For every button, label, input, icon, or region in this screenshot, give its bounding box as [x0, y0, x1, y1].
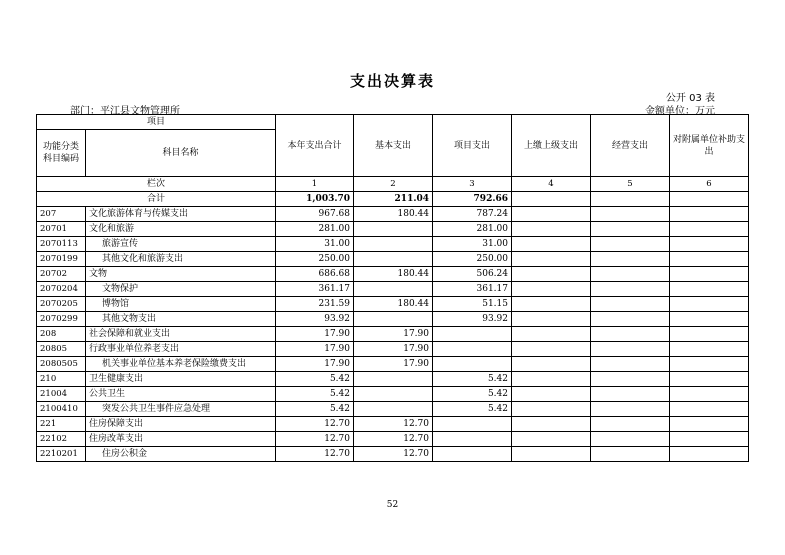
subject-name: 其他文化和旅游支出: [86, 252, 276, 267]
amount-total: 93.92: [276, 312, 354, 327]
amount-project: 506.24: [433, 267, 512, 282]
amount-subsidy: [670, 357, 749, 372]
subject-code: 221: [37, 417, 86, 432]
amount-upper: [512, 237, 591, 252]
amount-basic: [354, 222, 433, 237]
column-index-2: 2: [354, 177, 433, 192]
amount-total: 12.70: [276, 417, 354, 432]
amount-business: [591, 267, 670, 282]
amount-project: [433, 417, 512, 432]
total-label: 合计: [37, 192, 276, 207]
amount-business: [591, 387, 670, 402]
amount-business: [591, 357, 670, 372]
amount-business: [591, 372, 670, 387]
amount-total: 17.90: [276, 357, 354, 372]
subject-name: 博物馆: [86, 297, 276, 312]
amount-subsidy: [670, 252, 749, 267]
subject-code: 20805: [37, 342, 86, 357]
subject-name: 住房保障支出: [86, 417, 276, 432]
table-row: [37, 282, 749, 297]
column-index-label: 栏次: [37, 177, 276, 192]
table-row: [37, 342, 749, 357]
amount-upper: [512, 432, 591, 447]
amount-total: 686.68: [276, 267, 354, 282]
amount-subsidy: [670, 372, 749, 387]
total-row: [37, 192, 749, 207]
table-row: [37, 387, 749, 402]
amount-subsidy: [670, 282, 749, 297]
amount-basic: 12.70: [354, 432, 433, 447]
amount-basic: 17.90: [354, 327, 433, 342]
amount-subsidy: [670, 387, 749, 402]
subject-name: 旅游宣传: [86, 237, 276, 252]
header-basic: 基本支出: [354, 115, 433, 177]
page-number: 52: [386, 500, 399, 510]
amount-basic: 17.90: [354, 342, 433, 357]
subject-code: 208: [37, 327, 86, 342]
amount-total: 231.59: [276, 297, 354, 312]
amount-upper: [512, 417, 591, 432]
amount-upper: [512, 327, 591, 342]
amount-total: 361.17: [276, 282, 354, 297]
expenditure-table: [36, 114, 749, 462]
table-row: [37, 237, 749, 252]
amount-total: 5.42: [276, 402, 354, 417]
amount-subsidy: [670, 222, 749, 237]
amount-project: 5.42: [433, 387, 512, 402]
amount-total: 281.00: [276, 222, 354, 237]
amount-upper: [512, 372, 591, 387]
table-row: [37, 252, 749, 267]
amount-basic: 180.44: [354, 297, 433, 312]
header-project-exp: 项目支出: [433, 115, 512, 177]
subject-code: 2080505: [37, 357, 86, 372]
amount-total: 17.90: [276, 342, 354, 357]
column-index-3: 3: [433, 177, 512, 192]
amount-basic: 180.44: [354, 267, 433, 282]
amount-basic: [354, 252, 433, 267]
amount-subsidy: [670, 327, 749, 342]
subject-name: 文物保护: [86, 282, 276, 297]
total-subsidy: [670, 192, 749, 207]
table-row: [37, 312, 749, 327]
amount-subsidy: [670, 207, 749, 222]
header-upper: 上缴上级支出: [512, 115, 591, 177]
amount-subsidy: [670, 237, 749, 252]
amount-project: [433, 342, 512, 357]
amount-business: [591, 432, 670, 447]
total-amount: 1,003.70: [276, 192, 354, 207]
page-title: 支出决算表: [349, 72, 435, 90]
amount-project: [433, 357, 512, 372]
table-row: [37, 372, 749, 387]
amount-project: 51.15: [433, 297, 512, 312]
amount-business: [591, 252, 670, 267]
amount-upper: [512, 297, 591, 312]
column-index-6: 6: [670, 177, 749, 192]
amount-upper: [512, 342, 591, 357]
amount-business: [591, 282, 670, 297]
amount-total: 17.90: [276, 327, 354, 342]
amount-subsidy: [670, 297, 749, 312]
amount-business: [591, 417, 670, 432]
subject-code: 21004: [37, 387, 86, 402]
amount-business: [591, 402, 670, 417]
subject-name: 公共卫生: [86, 387, 276, 402]
amount-subsidy: [670, 447, 749, 462]
column-index-1: 1: [276, 177, 354, 192]
column-index-5: 5: [591, 177, 670, 192]
amount-project: 93.92: [433, 312, 512, 327]
header-business: 经营支出: [591, 115, 670, 177]
amount-unit-label: 金额单位：万元: [645, 106, 715, 117]
amount-basic: [354, 312, 433, 327]
amount-business: [591, 447, 670, 462]
total-business: [591, 192, 670, 207]
amount-basic: 12.70: [354, 447, 433, 462]
amount-subsidy: [670, 267, 749, 282]
amount-subsidy: [670, 312, 749, 327]
table-row: [37, 267, 749, 282]
amount-total: 12.70: [276, 447, 354, 462]
amount-subsidy: [670, 417, 749, 432]
amount-total: 31.00: [276, 237, 354, 252]
total-basic: 211.04: [354, 192, 433, 207]
amount-total: 12.70: [276, 432, 354, 447]
amount-subsidy: [670, 402, 749, 417]
amount-business: [591, 237, 670, 252]
header-row-project: [37, 115, 749, 130]
header-total: 本年支出合计: [276, 115, 354, 177]
amount-basic: [354, 387, 433, 402]
subject-name: 机关事业单位基本养老保险缴费支出: [86, 357, 276, 372]
subject-code: 2070204: [37, 282, 86, 297]
subject-code: 2070113: [37, 237, 86, 252]
subject-name: 住房公积金: [86, 447, 276, 462]
amount-project: 5.42: [433, 372, 512, 387]
subject-code: 20701: [37, 222, 86, 237]
subject-code: 2070199: [37, 252, 86, 267]
table-row: [37, 402, 749, 417]
table-row: [37, 297, 749, 312]
amount-upper: [512, 267, 591, 282]
amount-basic: [354, 402, 433, 417]
amount-upper: [512, 312, 591, 327]
subject-code: 2100410: [37, 402, 86, 417]
amount-business: [591, 342, 670, 357]
subject-name: 行政事业单位养老支出: [86, 342, 276, 357]
subject-name: 文化和旅游: [86, 222, 276, 237]
subject-name: 其他文物支出: [86, 312, 276, 327]
amount-upper: [512, 402, 591, 417]
subject-name: 社会保障和就业支出: [86, 327, 276, 342]
table-row: [37, 207, 749, 222]
subject-code: 20702: [37, 267, 86, 282]
amount-project: 250.00: [433, 252, 512, 267]
table-row: [37, 222, 749, 237]
total-project: 792.66: [433, 192, 512, 207]
amount-total: 967.68: [276, 207, 354, 222]
form-number: 公开 03 表: [665, 93, 715, 104]
subject-code: 2210201: [37, 447, 86, 462]
amount-basic: [354, 237, 433, 252]
amount-project: 787.24: [433, 207, 512, 222]
subject-code: 207: [37, 207, 86, 222]
table-row: [37, 327, 749, 342]
amount-project: 281.00: [433, 222, 512, 237]
subject-code: 2070205: [37, 297, 86, 312]
header-subsidy: 对附属单位补助支出: [670, 115, 749, 177]
amount-upper: [512, 252, 591, 267]
amount-upper: [512, 207, 591, 222]
header-project: 项目: [37, 115, 276, 130]
amount-upper: [512, 222, 591, 237]
amount-project: [433, 447, 512, 462]
amount-business: [591, 222, 670, 237]
amount-basic: 180.44: [354, 207, 433, 222]
amount-basic: [354, 282, 433, 297]
amount-project: [433, 327, 512, 342]
amount-business: [591, 327, 670, 342]
amount-total: 250.00: [276, 252, 354, 267]
subject-name: 突发公共卫生事件应急处理: [86, 402, 276, 417]
table-row: [37, 417, 749, 432]
amount-total: 5.42: [276, 387, 354, 402]
total-upper: [512, 192, 591, 207]
amount-upper: [512, 357, 591, 372]
amount-upper: [512, 282, 591, 297]
subject-name: 文物: [86, 267, 276, 282]
table-row: [37, 432, 749, 447]
subject-code: 22102: [37, 432, 86, 447]
column-index-row: [37, 177, 749, 192]
subject-name: 文化旅游体育与传媒支出: [86, 207, 276, 222]
amount-total: 5.42: [276, 372, 354, 387]
amount-business: [591, 312, 670, 327]
amount-project: 5.42: [433, 402, 512, 417]
amount-business: [591, 207, 670, 222]
amount-basic: [354, 372, 433, 387]
amount-upper: [512, 447, 591, 462]
subject-name: 住房改革支出: [86, 432, 276, 447]
amount-project: 361.17: [433, 282, 512, 297]
header-subject-name: 科目名称: [86, 130, 276, 177]
column-index-4: 4: [512, 177, 591, 192]
amount-project: 31.00: [433, 237, 512, 252]
subject-code: 2070299: [37, 312, 86, 327]
amount-subsidy: [670, 432, 749, 447]
table-row: [37, 447, 749, 462]
amount-project: [433, 432, 512, 447]
subject-code: 210: [37, 372, 86, 387]
amount-basic: 17.90: [354, 357, 433, 372]
subject-name: 卫生健康支出: [86, 372, 276, 387]
amount-upper: [512, 387, 591, 402]
table-row: [37, 357, 749, 372]
amount-business: [591, 297, 670, 312]
amount-subsidy: [670, 342, 749, 357]
header-func-code: 功能分类科目编码: [37, 130, 86, 177]
department-label: 部门：平江县文物管理所: [70, 106, 180, 117]
amount-basic: 12.70: [354, 417, 433, 432]
